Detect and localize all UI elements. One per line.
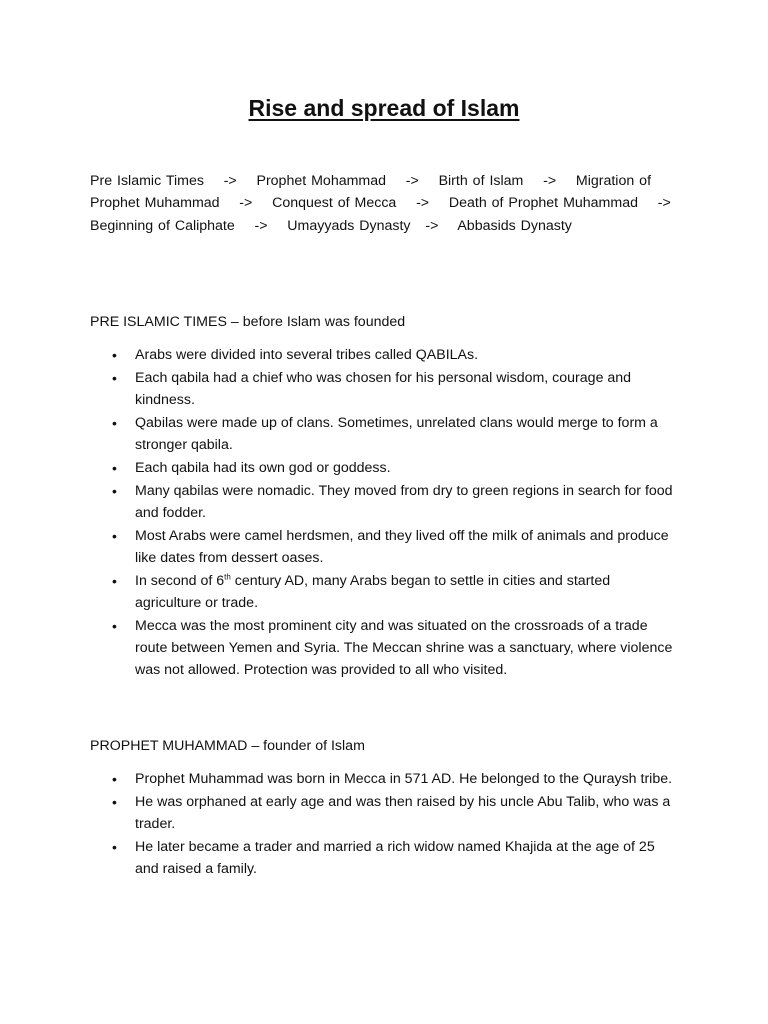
list-item: • Most Arabs were camel herdsmen, and they lived off the milk of animals and produce like dates from dessert oases.: [90, 525, 678, 569]
list-item: • Mecca was the most prominent city and was situated on the crossroads of a trade route between Yemen and Syria. The Meccan shrine was a sanctuary, where violence was not allowed. Protection was provided to all who visited.: [90, 615, 678, 682]
list-item: • Arabs were divided into several tribes called QABILAs.: [90, 344, 678, 366]
list-item: • Prophet Muhammad was born in Mecca in 571 AD. He belonged to the Quraysh tribe.: [90, 768, 678, 790]
list-item: • Many qabilas were nomadic. They moved from dry to green regions in search for food and fodder.: [90, 480, 678, 524]
list-item: • Each qabila had its own god or goddess.: [90, 457, 678, 479]
list-item: • Qabilas were made up of clans. Sometimes, unrelated clans would merge to form a stronger qabila.: [90, 412, 678, 456]
list-item: • He later became a trader and married a rich widow named Khajida at the age of 25 and raised a family.: [90, 836, 678, 880]
timeline-summary: Pre Islamic Times -> Prophet Mohammad -> Birth of Islam -> Migration of Prophet Muhammad -> Conquest of Mecca -> Death of Prophet Muhammad -> Beginning of Caliphate -> Umayyads Dynasty -> Abbasids Dynasty: [90, 173, 691, 234]
list-item: [90, 570, 678, 614]
century-text-before: In second of 6: [135, 572, 225, 589]
prophet-muhammad-list: [90, 768, 678, 881]
century-text-after: century AD, many Arabs began to settle in cities and started agriculture or trade.: [135, 572, 611, 611]
century-superscript: th: [224, 571, 231, 581]
document-title: Rise and spread of Islam: [248, 95, 520, 121]
section-heading-prophet-muhammad: PROPHET MUHAMMAD – founder of Islam: [90, 738, 365, 754]
section-heading-pre-islamic: PRE ISLAMIC TIMES – before Islam was founded: [90, 314, 406, 330]
list-item: • Each qabila had a chief who was chosen for his personal wisdom, courage and kindness.: [90, 367, 678, 411]
list-item: • He was orphaned at early age and was then raised by his uncle Abu Talib, who was a trader.: [90, 791, 678, 835]
pre-islamic-list: [90, 344, 678, 682]
